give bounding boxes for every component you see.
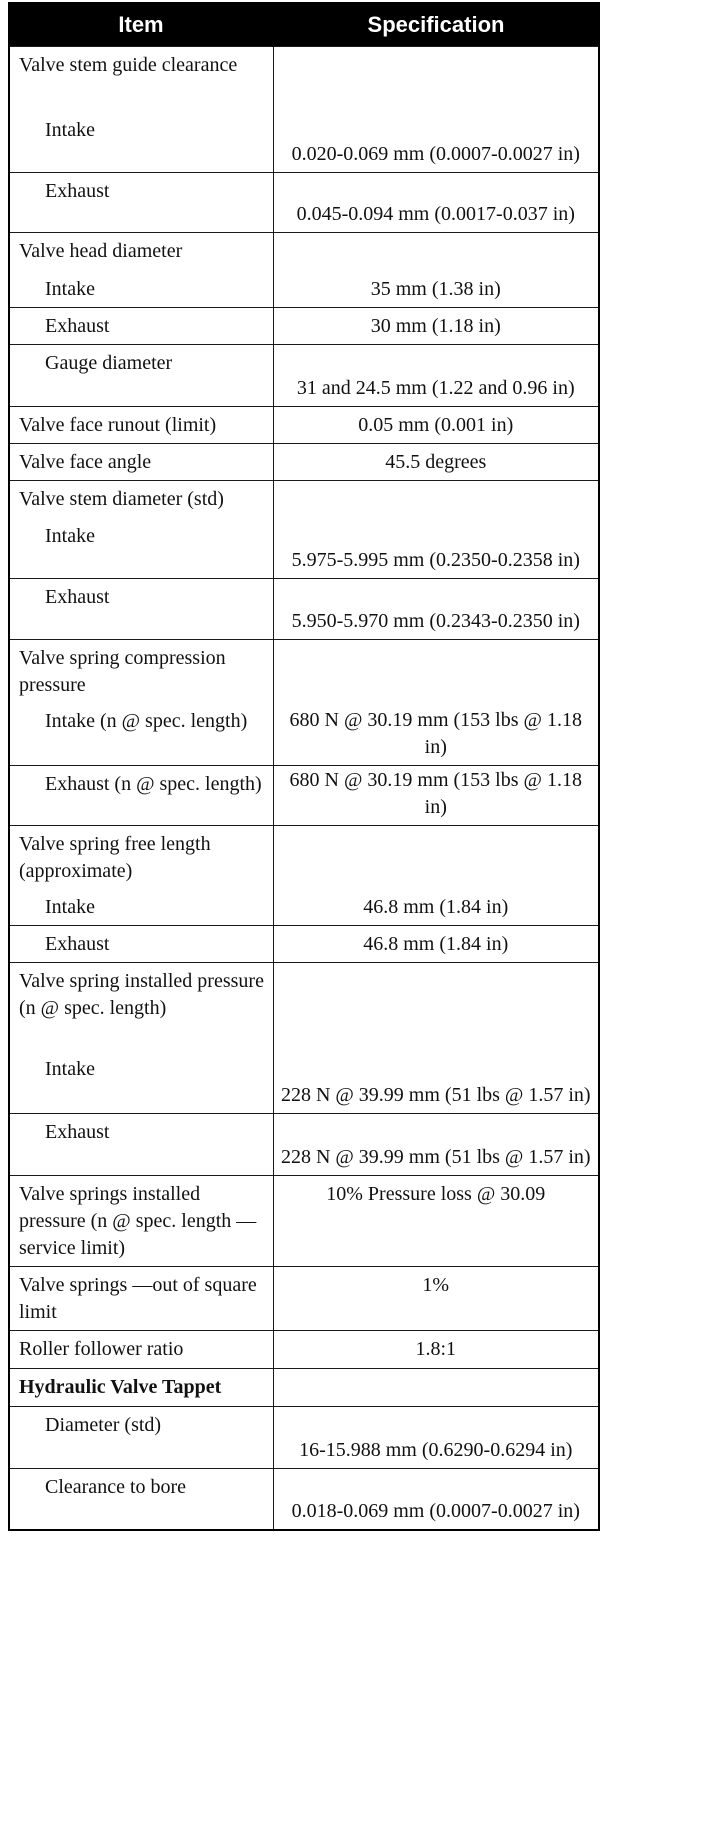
item-cell: Valve face runout (limit) <box>9 407 273 444</box>
specification-cell: 228 N @ 39.99 mm (51 lbs @ 1.57 in) <box>273 1113 599 1175</box>
item-cell: Clearance to bore <box>9 1468 273 1530</box>
table-row <box>9 345 599 407</box>
column-header-specification: Specification <box>273 2 599 47</box>
specification-cell: 0.05 mm (0.001 in) <box>273 407 599 444</box>
group-header-row <box>9 481 599 518</box>
specification-cell: 46.8 mm (1.84 in) <box>273 925 599 962</box>
item-cell: Valve spring compression pressure <box>9 640 273 704</box>
table-row <box>9 1330 599 1368</box>
item-cell: Valve spring installed pressure (n @ spec. length) <box>9 962 273 1051</box>
item-cell: Exhaust <box>9 1113 273 1175</box>
specification-cell <box>273 1368 599 1406</box>
group-header-row <box>9 962 599 1051</box>
valve-spec-table <box>8 2 600 1531</box>
item-cell: Intake <box>9 1051 273 1113</box>
item-cell: Exhaust <box>9 173 273 233</box>
specification-cell <box>273 640 599 704</box>
specification-cell <box>273 233 599 271</box>
specification-cell <box>273 47 599 112</box>
item-cell: Valve face angle <box>9 444 273 481</box>
item-cell: Exhaust <box>9 308 273 345</box>
table-row <box>9 271 599 308</box>
specification-cell: 680 N @ 30.19 mm (153 lbs @ 1.18 in) <box>273 703 599 765</box>
item-cell: Valve spring free length (approximate) <box>9 825 273 889</box>
specification-cell: 45.5 degrees <box>273 444 599 481</box>
item-cell: Gauge diameter <box>9 345 273 407</box>
table-row <box>9 889 599 926</box>
group-header-row <box>9 47 599 112</box>
item-cell: Diameter (std) <box>9 1406 273 1468</box>
table-row <box>9 444 599 481</box>
item-cell: Exhaust (n @ spec. length) <box>9 765 273 825</box>
table-row <box>9 765 599 825</box>
specification-cell: 228 N @ 39.99 mm (51 lbs @ 1.57 in) <box>273 1051 599 1113</box>
item-cell: Roller follower ratio <box>9 1330 273 1368</box>
specification-cell: 31 and 24.5 mm (1.22 and 0.96 in) <box>273 345 599 407</box>
table-row <box>9 1113 599 1175</box>
group-header-row <box>9 233 599 271</box>
table-row <box>9 579 599 640</box>
item-cell: Valve stem diameter (std) <box>9 481 273 518</box>
table-row <box>9 1266 599 1330</box>
specification-cell: 16-15.988 mm (0.6290-0.6294 in) <box>273 1406 599 1468</box>
specification-cell: 10% Pressure loss @ 30.09 <box>273 1175 599 1266</box>
item-cell: Valve stem guide clearance <box>9 47 273 112</box>
table-row <box>9 173 599 233</box>
item-cell: Intake (n @ spec. length) <box>9 703 273 765</box>
item-cell: Intake <box>9 112 273 173</box>
item-cell: Intake <box>9 518 273 579</box>
item-cell: Exhaust <box>9 925 273 962</box>
specification-cell: 5.950-5.970 mm (0.2343-0.2350 in) <box>273 579 599 640</box>
item-cell: Exhaust <box>9 579 273 640</box>
table-body <box>9 47 599 1531</box>
specification-cell <box>273 825 599 889</box>
table-row <box>9 112 599 173</box>
specification-cell: 0.018-0.069 mm (0.0007-0.0027 in) <box>273 1468 599 1530</box>
specification-cell: 680 N @ 30.19 mm (153 lbs @ 1.18 in) <box>273 765 599 825</box>
table-row <box>9 1468 599 1530</box>
table-row <box>9 1051 599 1113</box>
item-cell: Valve springs installed pressure (n @ spec. length —service limit) <box>9 1175 273 1266</box>
specification-cell: 46.8 mm (1.84 in) <box>273 889 599 926</box>
specification-cell: 30 mm (1.18 in) <box>273 308 599 345</box>
table-row <box>9 1175 599 1266</box>
table-row <box>9 1406 599 1468</box>
specification-cell: 0.045-0.094 mm (0.0017-0.037 in) <box>273 173 599 233</box>
table-header-row <box>9 2 599 47</box>
specification-cell: 1% <box>273 1266 599 1330</box>
section-header-row <box>9 1368 599 1406</box>
table-row <box>9 308 599 345</box>
specification-cell: 0.020-0.069 mm (0.0007-0.0027 in) <box>273 112 599 173</box>
specification-cell <box>273 481 599 518</box>
specification-cell <box>273 962 599 1051</box>
specification-cell: 5.975-5.995 mm (0.2350-0.2358 in) <box>273 518 599 579</box>
table-row <box>9 925 599 962</box>
specification-cell: 35 mm (1.38 in) <box>273 271 599 308</box>
item-cell: Valve springs —out of square limit <box>9 1266 273 1330</box>
item-cell: Intake <box>9 271 273 308</box>
group-header-row <box>9 825 599 889</box>
column-header-item: Item <box>9 2 273 47</box>
table-row <box>9 518 599 579</box>
table-row <box>9 703 599 765</box>
item-cell: Intake <box>9 889 273 926</box>
group-header-row <box>9 640 599 704</box>
table-row <box>9 407 599 444</box>
specification-cell: 1.8:1 <box>273 1330 599 1368</box>
item-cell: Hydraulic Valve Tappet <box>9 1368 273 1406</box>
item-cell: Valve head diameter <box>9 233 273 271</box>
